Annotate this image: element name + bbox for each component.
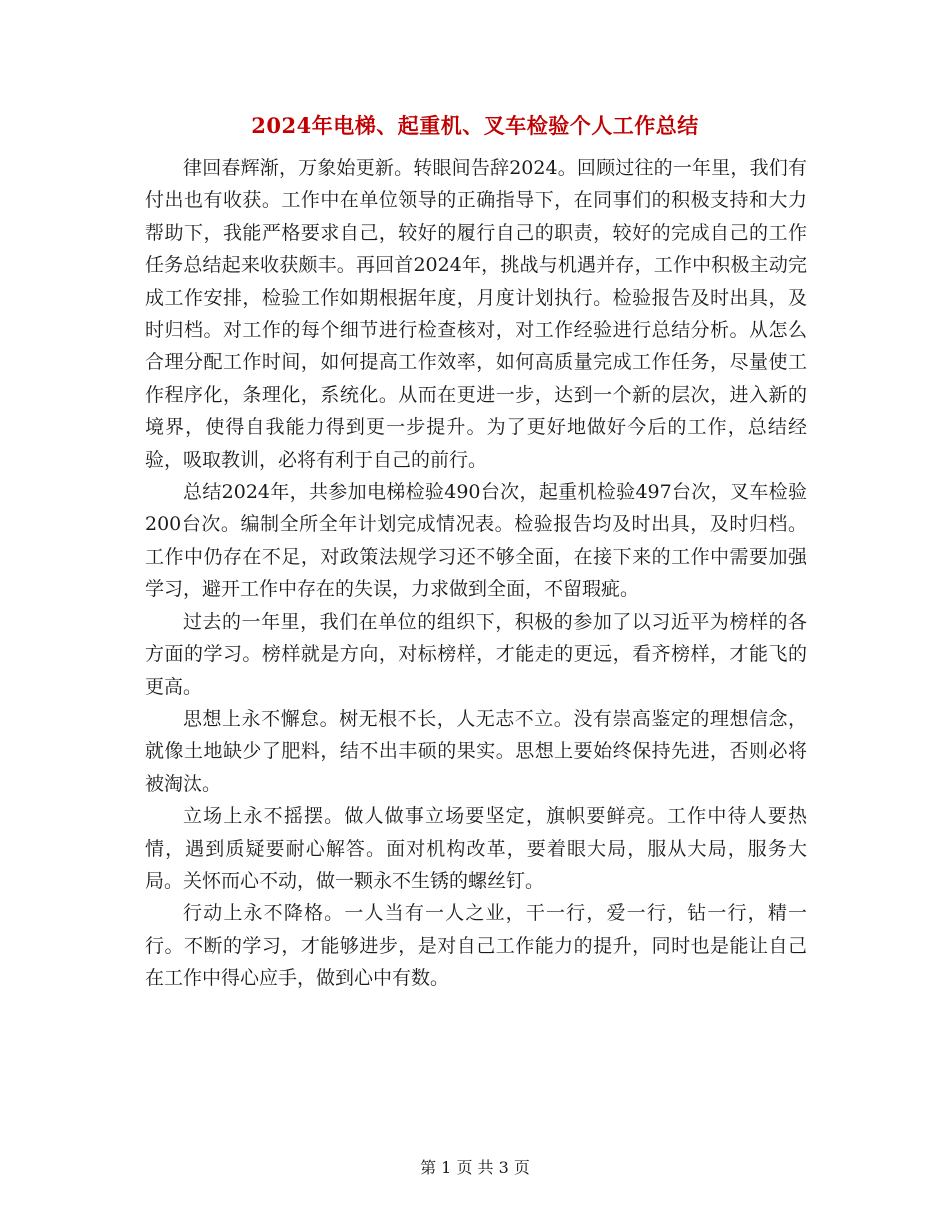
paragraph-stance: 立场上永不摇摆。做人做事立场要坚定，旗帜要鲜亮。工作中待人要热情，遇到质疑要耐心解答。面对机构改革，要着眼大局，服从大局，服务大局。关怀而心不动，做一颗永不生锈的螺丝钉。 (145, 805, 807, 892)
page-footer: 第 1 页 共 3 页 (420, 1158, 530, 1177)
paragraph-summary: 总结2024年，共参加电梯检验490台次，起重机检验497台次，叉车检验200台次。编制全所全年计划完成情况表。检验报告均及时出具，及时归档。工作中仍存在不足，对政策法规学习还不够全面，在接下来的工作中需要加强学习，避开工作中存在的失误，力求做到全面，不留瑕疵。 (145, 481, 807, 601)
paragraph-learning: 过去的一年里，我们在单位的组织下，积极的参加了以习近平为榜样的各方面的学习。榜样就是方向，对标榜样，才能走的更远，看齐榜样，才能飞的更高。 (145, 610, 807, 698)
paragraph-thought: 思想上永不懈怠。树无根不长，人无志不立。没有崇高鉴定的理想信念，就像土地缺少了肥料，结不出丰硕的果实。思想上要始终保持先进，否则必将被淘汰。 (145, 707, 807, 795)
paragraph-action: 行动上永不降格。一人当有一人之业，干一行，爱一行，钻一行，精一行。不断的学习，才能够进步，是对自己工作能力的提升，同时也是能让自己在工作中得心应手，做到心中有数。 (145, 902, 807, 990)
paragraph-intro: 律回春辉渐，万象始更新。转眼间告辞2024。回顾过往的一年里，我们有付出也有收获。工作中在单位领导的正确指导下，在同事们的积极支持和大力帮助下，我能严格要求自己，较好的履行自己的职责，较好的完成自己的工作任务总结起来收获颇丰。再回首2024年，挑战与机遇并存，工作中积极主动完成工作安排，检验工作如期根据年度，月度计划执行。检验报告及时出具，及时归档。对工作的每个细节进行检查核对，对工作经验进行总结分析。从怎么合理分配工作时间，如何提高工作效率，如何高质量完成工作任务，尽量使工作程序化，条理化，系统化。从而在更进一步，达到一个新的层次，进入新的境界，使得自我能力得到更一步提升。为了更好地做好今后的工作，总结经验，吸取教训，必将有利于自己的前行。 (145, 157, 807, 471)
document-body (145, 152, 807, 995)
document-title: 2024年电梯、起重机、叉车检验个人工作总结 (251, 113, 699, 138)
